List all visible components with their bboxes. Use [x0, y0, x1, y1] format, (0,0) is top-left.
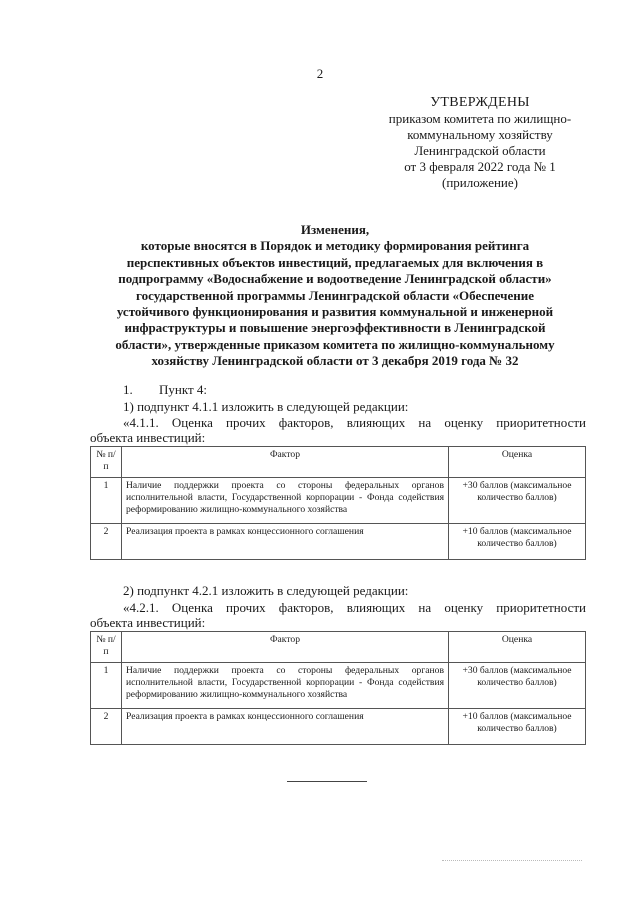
table-row	[91, 524, 586, 560]
approval-line: от 3 февраля 2022 года № 1	[404, 159, 556, 174]
quote-line: объекта инвестиций:	[90, 615, 206, 630]
row-score: +30 баллов (максимальное количество баллов)	[449, 478, 586, 524]
subpoint-intro: 1) подпункт 4.1.1 изложить в следующей редакции:	[123, 399, 409, 414]
title-line: устойчивого функционирования и развития коммунальной и инженерной	[116, 304, 554, 320]
criteria-table	[90, 446, 586, 560]
row-factor: Наличие поддержки проекта со стороны федеральных органов исполнительной власти, Государственной корпорации - Фонда содействия реформированию жилищно-коммунального хозяйства	[122, 478, 449, 524]
page-number: 2	[316, 66, 324, 81]
row-num: 2	[91, 524, 122, 560]
row-factor: Реализация проекта в рамках концессионного соглашения	[122, 709, 449, 745]
header-num: № п/п	[91, 632, 122, 663]
title-line: которые вносятся в Порядок и методику формирования рейтинга	[140, 238, 530, 254]
table-row	[91, 709, 586, 745]
header-num: № п/п	[91, 447, 122, 478]
title-line: Изменения,	[300, 222, 370, 237]
title-line: инфраструктуры и повышение энергоэффективности в Ленинградской	[124, 320, 546, 336]
row-score: +10 баллов (максимальное количество баллов)	[449, 524, 586, 560]
criteria-table	[90, 631, 586, 745]
approval-line: Ленинградской области	[414, 143, 546, 158]
title-line: хозяйству Ленинградской области от 3 декабря 2019 года № 32	[151, 353, 519, 369]
row-factor: Наличие поддержки проекта со стороны федеральных органов исполнительной власти, Государственной корпорации - Фонда содействия реформированию жилищно-коммунального хозяйства	[122, 663, 449, 709]
document-title	[95, 222, 575, 370]
row-score: +10 баллов (максимальное количество баллов)	[449, 709, 586, 745]
approval-line: приказом комитета по жилищно-	[388, 111, 572, 126]
title-line: подпрограмму «Водоснабжение и водоотведение Ленинградской области»	[118, 271, 552, 287]
subpoint-intro: 2) подпункт 4.2.1 изложить в следующей редакции:	[123, 583, 409, 598]
quote-paragraph	[90, 415, 586, 445]
approval-line: коммунальному хозяйству	[407, 127, 553, 142]
row-factor: Реализация проекта в рамках концессионного соглашения	[122, 524, 449, 560]
quote-line: «4.1.1. Оценка прочих факторов, влияющих на оценку приоритетности	[123, 415, 586, 430]
header-factor: Фактор	[122, 447, 449, 478]
header-score: Оценка	[449, 447, 586, 478]
section-title: Пункт 4:	[159, 382, 208, 397]
quote-paragraph	[90, 600, 586, 630]
row-num: 2	[91, 709, 122, 745]
header-score: Оценка	[449, 632, 586, 663]
end-divider	[287, 781, 367, 782]
approval-line: (приложение)	[441, 175, 518, 190]
quote-line: объекта инвестиций:	[90, 430, 206, 445]
table-header-row	[91, 632, 586, 663]
scan-artifact-dots	[442, 860, 582, 861]
row-num: 1	[91, 478, 122, 524]
table-row	[91, 663, 586, 709]
section-number: 1.	[123, 382, 133, 397]
title-line: государственной программы Ленинградской области «Обеспечение	[136, 287, 534, 303]
title-line: перспективных объектов инвестиций, предлагаемых для включения в	[126, 254, 544, 270]
quote-line: «4.2.1. Оценка прочих факторов, влияющих на оценку приоритетности	[123, 600, 586, 615]
header-factor: Фактор	[122, 632, 449, 663]
table-header-row	[91, 447, 586, 478]
approval-block	[375, 95, 585, 191]
approval-heading: УТВЕРЖДЕНЫ	[430, 95, 530, 110]
row-score: +30 баллов (максимальное количество баллов)	[449, 663, 586, 709]
title-line: области», утвержденные приказом комитета по жилищно-коммунальному	[115, 336, 555, 352]
table-row	[91, 478, 586, 524]
row-num: 1	[91, 663, 122, 709]
